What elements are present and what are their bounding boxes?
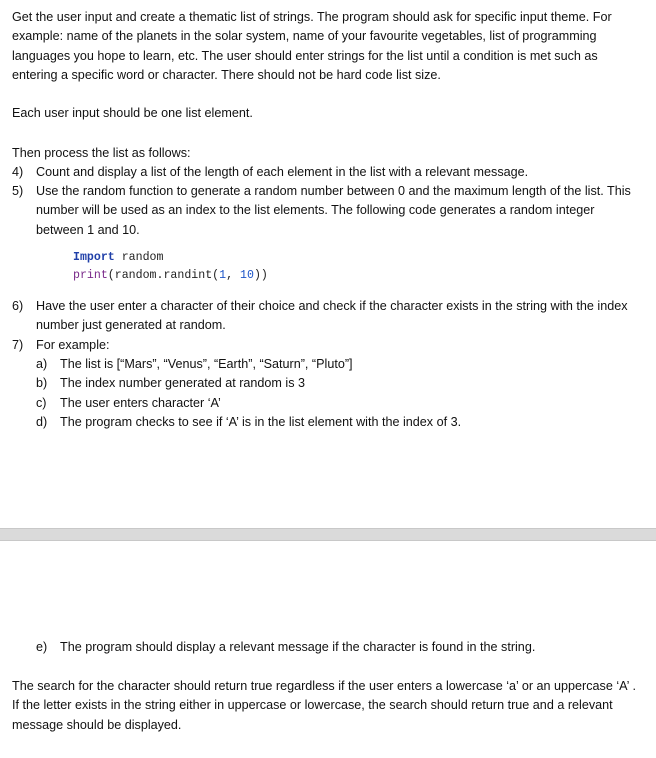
step-7 (12, 336, 642, 356)
step-6 (12, 297, 642, 337)
code-number: 1 (219, 269, 227, 282)
each-input-paragraph: Each user input should be one list element. (12, 106, 253, 120)
example-item-d (36, 413, 636, 433)
example-item-b (36, 374, 636, 394)
example-item-a (36, 355, 636, 375)
document-page-2 (0, 541, 656, 758)
step-text: Count and display a list of the length of each element in the list with a relevant message. (36, 165, 529, 179)
code-number: 10 (240, 269, 254, 282)
code-text: (random.randint( (107, 269, 220, 282)
example-item-c (36, 394, 636, 414)
code-text: , (226, 269, 241, 282)
code-text: random (114, 251, 164, 264)
example-item-e (36, 638, 636, 658)
item-text: The index number generated at random is 3 (60, 376, 306, 390)
step-number: 7) (12, 338, 24, 352)
step-number: 4) (12, 165, 24, 179)
code-line-1 (73, 249, 268, 267)
code-keyword: Import (73, 251, 115, 264)
item-text: The user enters character ‘A’ (60, 396, 221, 410)
item-text: The list is [“Mars”, “Venus”, “Earth”, “Saturn”, “Pluto”] (60, 357, 353, 371)
intro-paragraph: Get the user input and create a thematic list of strings. The program should ask for specific input theme. For example: name of the planets in the solar system, name of your favourite vegetables, list of programming languages you hope to learn, etc. The user should enter strings for the list until a condition is met such as entering a specific word or character. There should not be hard code list size. (12, 10, 612, 83)
step-number: 6) (12, 299, 24, 313)
closing-paragraph: The search for the character should return true regardless if the user enters a lowercase ‘a’ or an uppercase ‘A’ . If the letter exists in the string either in uppercase or lowercase, the search should return true and a relevant message should be displayed. (12, 679, 636, 732)
step-text: Use the random function to generate a random number between 0 and the maximum length of the list. This number will be used as an index to the list elements. The following code generates a random integer between 1 and 10. (36, 184, 631, 237)
item-letter: a) (36, 357, 48, 371)
step-4 (12, 163, 642, 183)
code-block (73, 249, 268, 285)
item-text: The program checks to see if ‘A’ is in the list element with the index of 3. (60, 415, 462, 429)
item-text: The program should display a relevant message if the character is found in the string. (60, 640, 536, 654)
item-letter: d) (36, 415, 48, 429)
step-text: For example: (36, 338, 110, 352)
page-break-divider (0, 528, 656, 541)
code-text: )) (253, 269, 268, 282)
code-function: print (73, 269, 108, 282)
item-letter: b) (36, 376, 48, 390)
step-5 (12, 182, 642, 242)
step-number: 5) (12, 184, 24, 198)
item-letter: c) (36, 396, 47, 410)
step-text: Have the user enter a character of their choice and check if the character exists in the string with the index number just generated at random. (36, 299, 628, 333)
then-process-paragraph: Then process the list as follows: (12, 146, 191, 160)
code-line-2 (73, 267, 268, 285)
item-letter: e) (36, 640, 48, 654)
